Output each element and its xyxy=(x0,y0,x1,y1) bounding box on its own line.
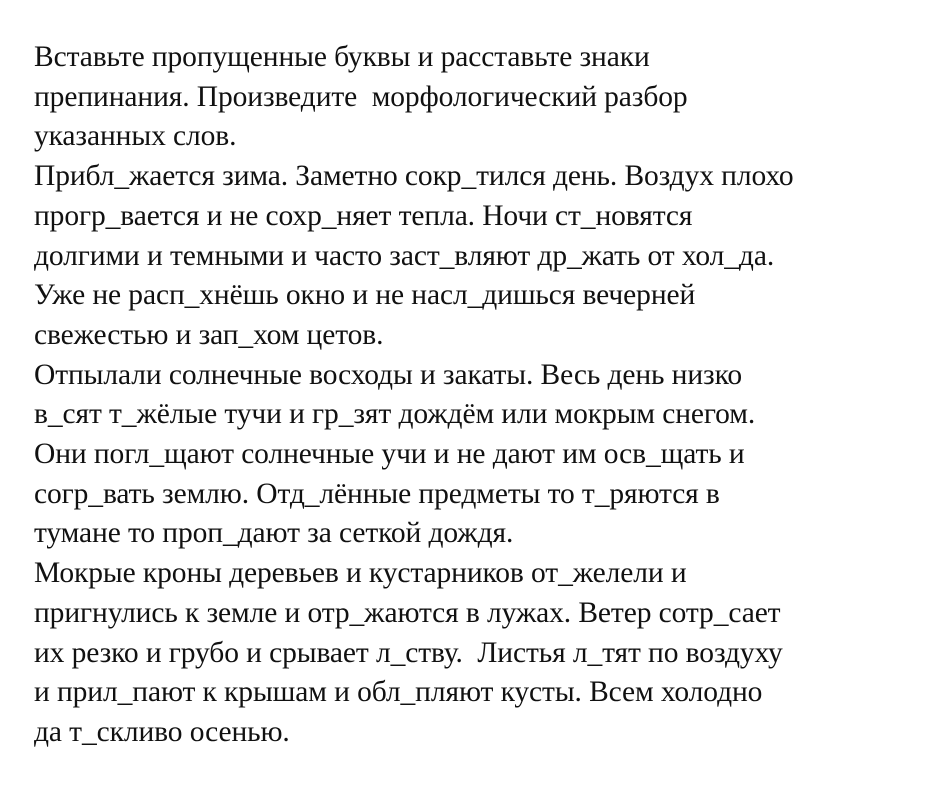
instruction-line-1: Вставьте пропущенные буквы и расставьте знаки xyxy=(34,41,650,73)
text-line: Прибл_жается зима. Заметно сокр_тился день. Воздух плохо xyxy=(34,160,794,193)
text-line: согр_вать землю. Отд_лённые предметы то т_ряются в xyxy=(34,477,720,510)
text-line: в_сят т_жёлые тучи и гр_зят дождём или мокрым снегом. xyxy=(34,398,756,431)
text-line: их резко и грубо и срывает л_ству. Листья л_тят по воздуху xyxy=(34,636,783,669)
text-line: Они погл_щают солнечные учи и не дают им осв_щать и xyxy=(34,438,745,471)
text-line: и прил_пают к крышам и обл_пляют кусты. Всем холодно xyxy=(34,676,763,709)
text-line: прогр_вается и не сохр_няет тепла. Ночи ст_новятся xyxy=(34,199,693,232)
text-line: пригнулись к земле и отр_жаются в лужах. Ветер сотр_сает xyxy=(34,596,781,629)
instruction-line-2: препинания. Произведите морфологический разбор xyxy=(34,80,688,113)
text-line: Отпылали солнечные восходы и закаты. Весь день низко xyxy=(34,358,742,391)
text-line: Мокрые кроны деревьев и кустарников от_желели и xyxy=(34,557,687,590)
text-line: свежестью и зап_хом цетов. xyxy=(34,318,384,351)
text-line: долгими и темными и часто заст_вляют др_жать от хол_да. xyxy=(34,239,775,272)
text-line: Уже не расп_хнёшь окно и не насл_дишься вечерней xyxy=(34,279,696,312)
instruction-line-3: указанных слов. xyxy=(34,120,237,153)
text-line: тумане то проп_дают за сеткой дождя. xyxy=(34,517,514,550)
exercise-text xyxy=(34,38,934,753)
text-line: да т_скливо осенью. xyxy=(34,715,290,748)
